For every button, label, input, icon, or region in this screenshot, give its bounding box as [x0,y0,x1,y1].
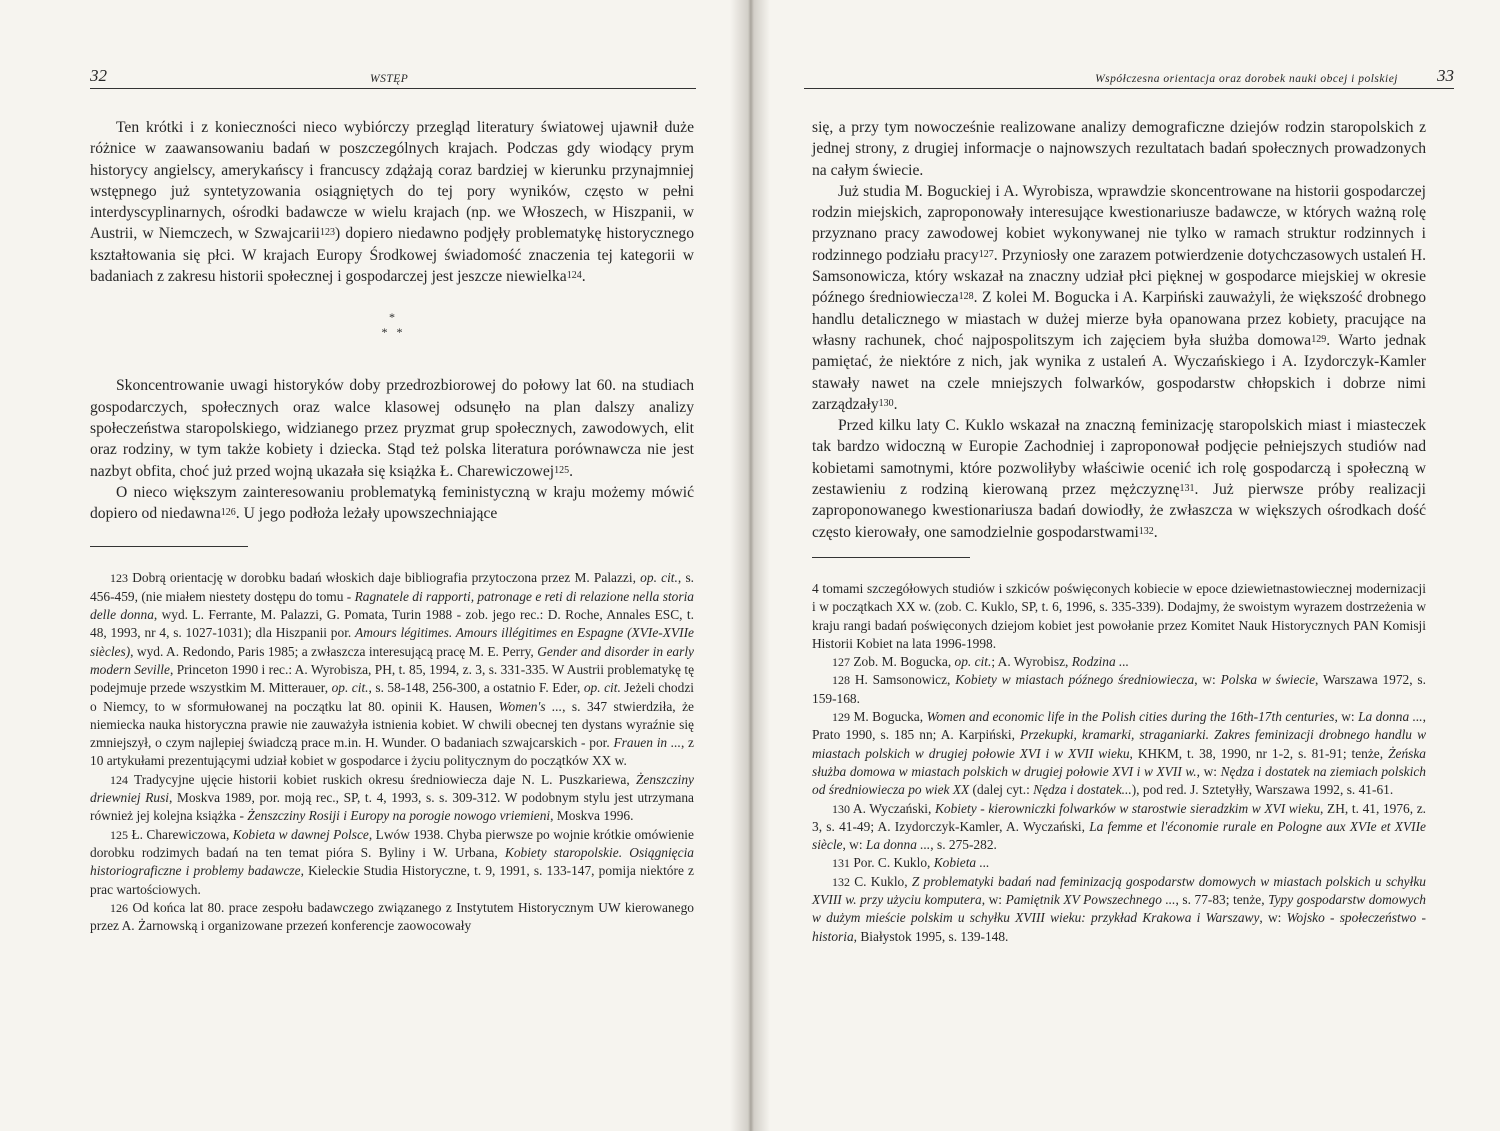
text: Por. C. Kuklo, [850,855,934,871]
italic-text: Żenszcziny Rosiji i Europy na porogie nowogo vriemieni [247,808,551,824]
footnote [812,708,1426,799]
text: Ten krótki i z konieczności nieco wybiórczy przegląd literatury światowej ujawnił duże różnice w zaawansowaniu badań w poszczególnych krajach. Podczas gdy wiodący prym historycy angielscy, amerykańscy i francuscy zdążają coraz bardziej w kierunku przynajmniej wstępnego już syntetyzowania osiągniętych do tej pory wyników, często w pełni interdyscyplinarnych, ośrodki badawcze w wielu krajach (np. we Włoszech, w Hiszpanii, w Austrii, w Niemczech, w Szwajcarii [90,119,694,243]
footnote-number: 130 [832,801,850,816]
text: ) dopiero niedawno podjęły problematykę historycznego kształtowania się płci. W krajach Europy Środkowej świadomość znaczenia tej kategorii w badaniach z zakresu historii społecznej i gospodarczej jest jeszcze niewielka [90,225,694,286]
italic-text: Women's ... [498,698,563,714]
footnote-number: 125 [110,827,128,842]
main-text-left [90,117,694,935]
footnote-number: 128 [832,673,850,688]
italic-text: Kobiety - kierowniczki folwarków w starostwie sieradzkim w XVI wieku [934,800,1321,816]
italic-text: Kobiety w miastach późnego średniowiecza [955,672,1195,688]
text: O nieco większym zainteresowaniu problematyką feministyczną w kraju możemy mówić dopiero od niedawna [90,483,694,523]
footnote-ref: 128 [958,291,974,303]
footnote-ref: 129 [1311,333,1327,345]
text: , KHKM, t. 38, 1990, nr 1-2, s. 81-91; tenże, [1129,745,1389,761]
page-number-right: 33 [1437,66,1454,85]
section-break-asterisks [90,311,694,341]
running-title-left: WSTĘP [370,73,409,85]
footnote-ref: 132 [1138,525,1154,537]
right-page [760,0,1500,1131]
footnote-number: 129 [832,710,850,725]
italic-text: Wojsko - społeczeństwo - historia [812,910,1426,944]
paragraph [90,117,694,287]
italic-text: op. cit. [954,654,992,670]
text: . [581,268,586,286]
italic-text: Ragnatele di rapporti, patronage e reti di relazione nella storia delle donna [90,588,695,623]
text: . Przyniosły one zarazem potwierdzenie dotychczasowych ustaleń H. Samsonowicza, który wskazał na znaczny udział płci pięknej w gospodarce miejskiej w okresie późnego średniowiecza [812,246,1426,307]
text: , Moskva 1989, por. moją rec., SP, t. 4, 1993, s. s. 309-312. W podobnym stylu jest utrzymana również jej kolejna książka - [90,790,694,824]
text: , w: [1259,910,1287,926]
footnote-ref: 124 [566,270,582,282]
text: , s. 275-282. [930,837,997,853]
text: Ł. Charewiczowa, [128,826,233,842]
italic-text: Frauen in ... [613,735,681,751]
italic-text: Pamiętnik XV Powszechnego ... [1005,891,1176,907]
asterisk-bottom: * * [381,325,403,340]
running-header-right [804,66,1454,89]
footnote-ref: 131 [1179,483,1195,495]
footnotes-right [812,580,1426,946]
footnote-separator [90,546,248,547]
text: , Princeton 1990 i rec.: A. Wyrobisza, PH, t. 85, 1994, z. 3, s. 331-335. W Austrii problematykę tę podejmuje przede wszystkim M. Mitterauer, [90,661,695,696]
italic-text: Rodzina ... [1071,654,1130,670]
text: . Warto jednak pamiętać, że niektóre z nich, jak wynika z ustaleń A. Wyczańskiego i A. Izydorczyk-Kamler stawały nawet na czele mniejszych folwarków, gospodarstw chłopskich i dobrze nimi zarządzały [812,331,1426,413]
italic-text: Przekupki, kramarki, straganiarki. Zakres feminizacji drobnego handlu w miastach polskich w drugiej połowie XVI i w XVII wieku [812,727,1426,761]
text: Jeżeli chodzi o Niemcy, to w sformułowanej na początku lat 80. opinii K. Hausen, [90,680,694,714]
italic-text: op. cit. [640,570,678,586]
italic-text: Nędza i dostatek... [1033,782,1132,798]
footnote-number: 123 [110,571,128,586]
asterisk-top: * [389,310,395,325]
italic-text: La donna ... [865,837,931,853]
text: . Już pierwsze próby realizacji zaproponowanego kwestionariusza badań dowiodły, że zwłaszcza w większych ośrodkach dość często kierowały, one samodzielnie gospodarstwami [812,481,1426,541]
italic-text: Żenszcziny driewniej Rusi [90,771,694,806]
main-text-right [812,117,1426,946]
footnote-ref: 125 [554,464,570,476]
text: Skoncentrowanie uwagi historyków doby przedrozbiorowej do połowy lat 60. na studiach gospodarczych, społecznych oraz walce klasowej odsunęło na plan dalszy analizy społeczeństwa staropolskiego, widzianego przez pryzmat grup społecznych, zawodowych, elit oraz rodziny, w tym także kobiety i dziecka. Stąd też polska literatura porównawcza nie jest nazbyt obfita, choć już przed wojną ukazała się książka Ł. Charewiczowej [90,377,694,480]
text: , w: [1196,763,1221,779]
text: , wyd. L. Ferrante, M. Palazzi, G. Pomata, Turin 1988 - zob. jego rec.: D. Roche, Annales ESC, t. 48, 1993, nr 4, s. 1027-1031); dla Hiszpanii por. [90,607,694,641]
italic-text: La femme et l'économie rurale en Pologne aux XVIe et XVIIe siècle [812,818,1426,853]
paragraph [812,415,1426,543]
running-title-right: Współczesna orientacja oraz dorobek nauki obcej i polskiej [1095,73,1398,85]
footnote [90,899,694,936]
text: , Moskva 1996. [550,808,634,824]
text: ; A. Wyrobisz, [991,654,1072,670]
paragraph [90,375,694,481]
footnote-ref: 126 [220,507,236,519]
footnote-continuation [812,580,1426,653]
paragraph [90,482,694,525]
text: , s. 347 stwierdziła, że niemiecka nauka historyczna prawie nie zauważyła istnienia kobiet. W chwili obecnej ten dystans wyraźnie się zmniejszył, o czym najlepiej świadczą prace m.in. H. Wunder. O badaniach szwajcarskich - por. [90,698,694,751]
text: , w: [981,891,1006,907]
italic-text: Women and economic life in the Polish cities during the 16th-17th centuries [926,709,1335,725]
italic-text: Typy gospodarstw domowych w dużym mieście polskim u schyłku XVIII wieku: przykład Krakowa i Warszawy [812,891,1426,926]
italic-text: Amours légitimes. Amours illégitimes en Espagne (XVIe-XVIIe siècles) [90,625,694,659]
italic-text: Nędza i dostatek na ziemiach polskich od średniowiecza po wiek XX [812,763,1426,798]
footnote [812,854,1426,872]
footnote [90,771,694,826]
italic-text: La donna ... [1358,709,1423,725]
text: . Z kolei M. Bogucka i A. Karpiński zauważyli, że większość drobnego handlu detalicznego w miastach w dużej mierze była opanowana przez kobiety, pracujące na własny rachunek, choć najpospolitszym ich zajęciem była służba domowa [812,289,1426,349]
text: Zob. M. Bogucka, [850,654,955,670]
italic-text: Żeńska służba domowa w miastach polskich w drugiej połowie XVI i w XVII w. [812,745,1426,779]
text: , w: [1194,672,1221,688]
text: , s. 456-459, (nie miałem niestety dostępu do tomu - [90,570,695,604]
footnote [812,873,1426,946]
text: , s. 77-83; tenże, [1175,891,1269,907]
paragraph [812,117,1426,181]
text: , s. 58-148, 256-300, a ostatnio F. Eder, [368,680,584,696]
text: Przed kilku laty C. Kuklo wskazał na znaczną feminizację staropolskich miast i miasteczek tak bardzo widoczną w Europie Zachodniej i zaproponował podjęcie pełniejszych studiów nad kobietami samotnymi, które pozwoliłyby właściwie ocenić ich rolę gospodarczą i społeczną w zestawieniu z rodziną kierowaną przez mężczyznę [812,417,1426,499]
italic-text: Kobieta ... [933,855,990,871]
text: się, a przy tym nowocześnie realizowane analizy demograficzne dziejów rodzin staropolskich z jednej strony, z drugiej informacje o najnowszych rezultatach badań społecznych prowadzonych na całym świecie. [812,119,1426,179]
running-header-left [90,66,696,89]
text: . [1153,523,1158,541]
footnote-ref: 123 [320,227,336,239]
text: , wyd. A. Redondo, Paris 1985; a zwłaszcza interesującą pracę M. E. Perry, [130,643,538,659]
text: , Warszawa 1972, s. 159-168. [812,672,1426,706]
text: , ZH, t. 41, 1976, z. 3, s. 41-49; A. Izydorczyk-Kamler, A. Wyczański, [812,800,1426,834]
footnote-ref: 130 [878,397,894,409]
italic-text: op. cit. [331,680,369,696]
text: , Prato 1990, s. 185 nn; A. Karpiński, [812,709,1427,743]
text: . U jego podłoża leżały upowszechniające [235,505,498,523]
text: Już studia M. Boguckiej i A. Wyrobisza, wprawdzie skoncentrowane na historii gospodarczej rodzin miejskich, zaproponowały interesujące kwestionariusze badawcze, w których ważną rolę przyznano pracy zawodowej kobiet wykonywanej nie tylko w ramach struktur rodzinnych i rodzinnego podziału pracy [812,182,1426,264]
footnote [90,569,694,770]
text: ), pod red. J. Sztetyłły, Warszawa 1992, s. 41-61. [1131,782,1394,798]
text: , Kieleckie Studia Historyczne, t. 9, 1991, s. 133-147, pomija niektóre z prac wartościowych. [90,863,695,897]
left-page [0,0,740,1131]
text: Tradycyjne ujęcie historii kobiet ruskich okresu średniowiecza daje N. L. Puszkariewa, [128,771,636,787]
footnote-number: 124 [110,772,128,787]
italic-text: Gender and disorder in early modern Seville [90,643,694,677]
text: H. Samsonowicz, [850,672,956,688]
footnote [90,826,694,899]
text: . [569,462,574,480]
text: , Lwów 1938. Chyba pierwsze po wojnie krótkie omówienie dorobku rodzimych badań na ten temat pióra S. Byliny i W. Urbana, [90,826,694,860]
footnote-number: 126 [110,900,128,915]
footnote [812,800,1426,855]
footnote-separator [812,557,970,558]
text: Dobrą orientację w dorobku badań włoskich daje bibliografia przytoczona przez M. Palazzi, [128,570,641,586]
text: (dalej cyt.: [969,782,1034,798]
text: A. Wyczański, [850,800,935,816]
text: , w: [1334,709,1359,725]
text: , z 10 artykułami prezentującymi udział kobiet w gospodarce i życiu politycznym do początków XX w. [90,735,695,769]
footnote-number: 132 [832,874,850,889]
text: C. Kuklo, [850,873,912,889]
page-number-left: 32 [90,66,107,85]
text: , Białystok 1995, s. 139-148. [853,928,1009,944]
text: Od końca lat 80. prace zespołu badawczego związanego z Instytutem Historycznym UW kierowanego przez A. Żarnowską i organizowane przezeń konferencje zaowocowały [90,899,694,934]
text: M. Bogucka, [850,709,927,725]
footnote-number: 131 [832,856,850,871]
text: . [893,395,898,413]
italic-text: op. cit. [583,680,621,696]
footnote-ref: 127 [978,248,994,260]
footnote-number: 127 [832,655,850,670]
italic-text: Kobiety staropolskie. Osiągnięcia historiograficzne i problemy badawcze [90,844,694,879]
footnote [812,671,1426,708]
text: , w: [842,837,866,853]
footnote [812,653,1426,671]
paragraph [812,181,1426,415]
italic-text: Z problematyki badań nad feminizacją gospodarstw domowych w miastach polskich u schyłku XVIII w. przy użyciu komputera [812,873,1426,907]
text: 4 tomami szczegółowych studiów i szkiców poświęconych kobiecie w epoce dziewietnastowiecznej modernizacji i w początkach XX w. (zob. C. Kuklo, SP, t. 6, 1996, s. 335-339). Dodajmy, że swoistym wyrazem dostrzeżenia w kraju rangi badań poświęconych dziejom kobiet jest powołanie przez Komitet Nauk Historycznych PAN Komisji Historii Kobiet na lata 1996-1998. [812,580,1426,651]
italic-text: Kobieta w dawnej Polsce [232,826,369,842]
footnotes-left [90,569,694,935]
italic-text: Polska w świecie [1220,672,1316,688]
